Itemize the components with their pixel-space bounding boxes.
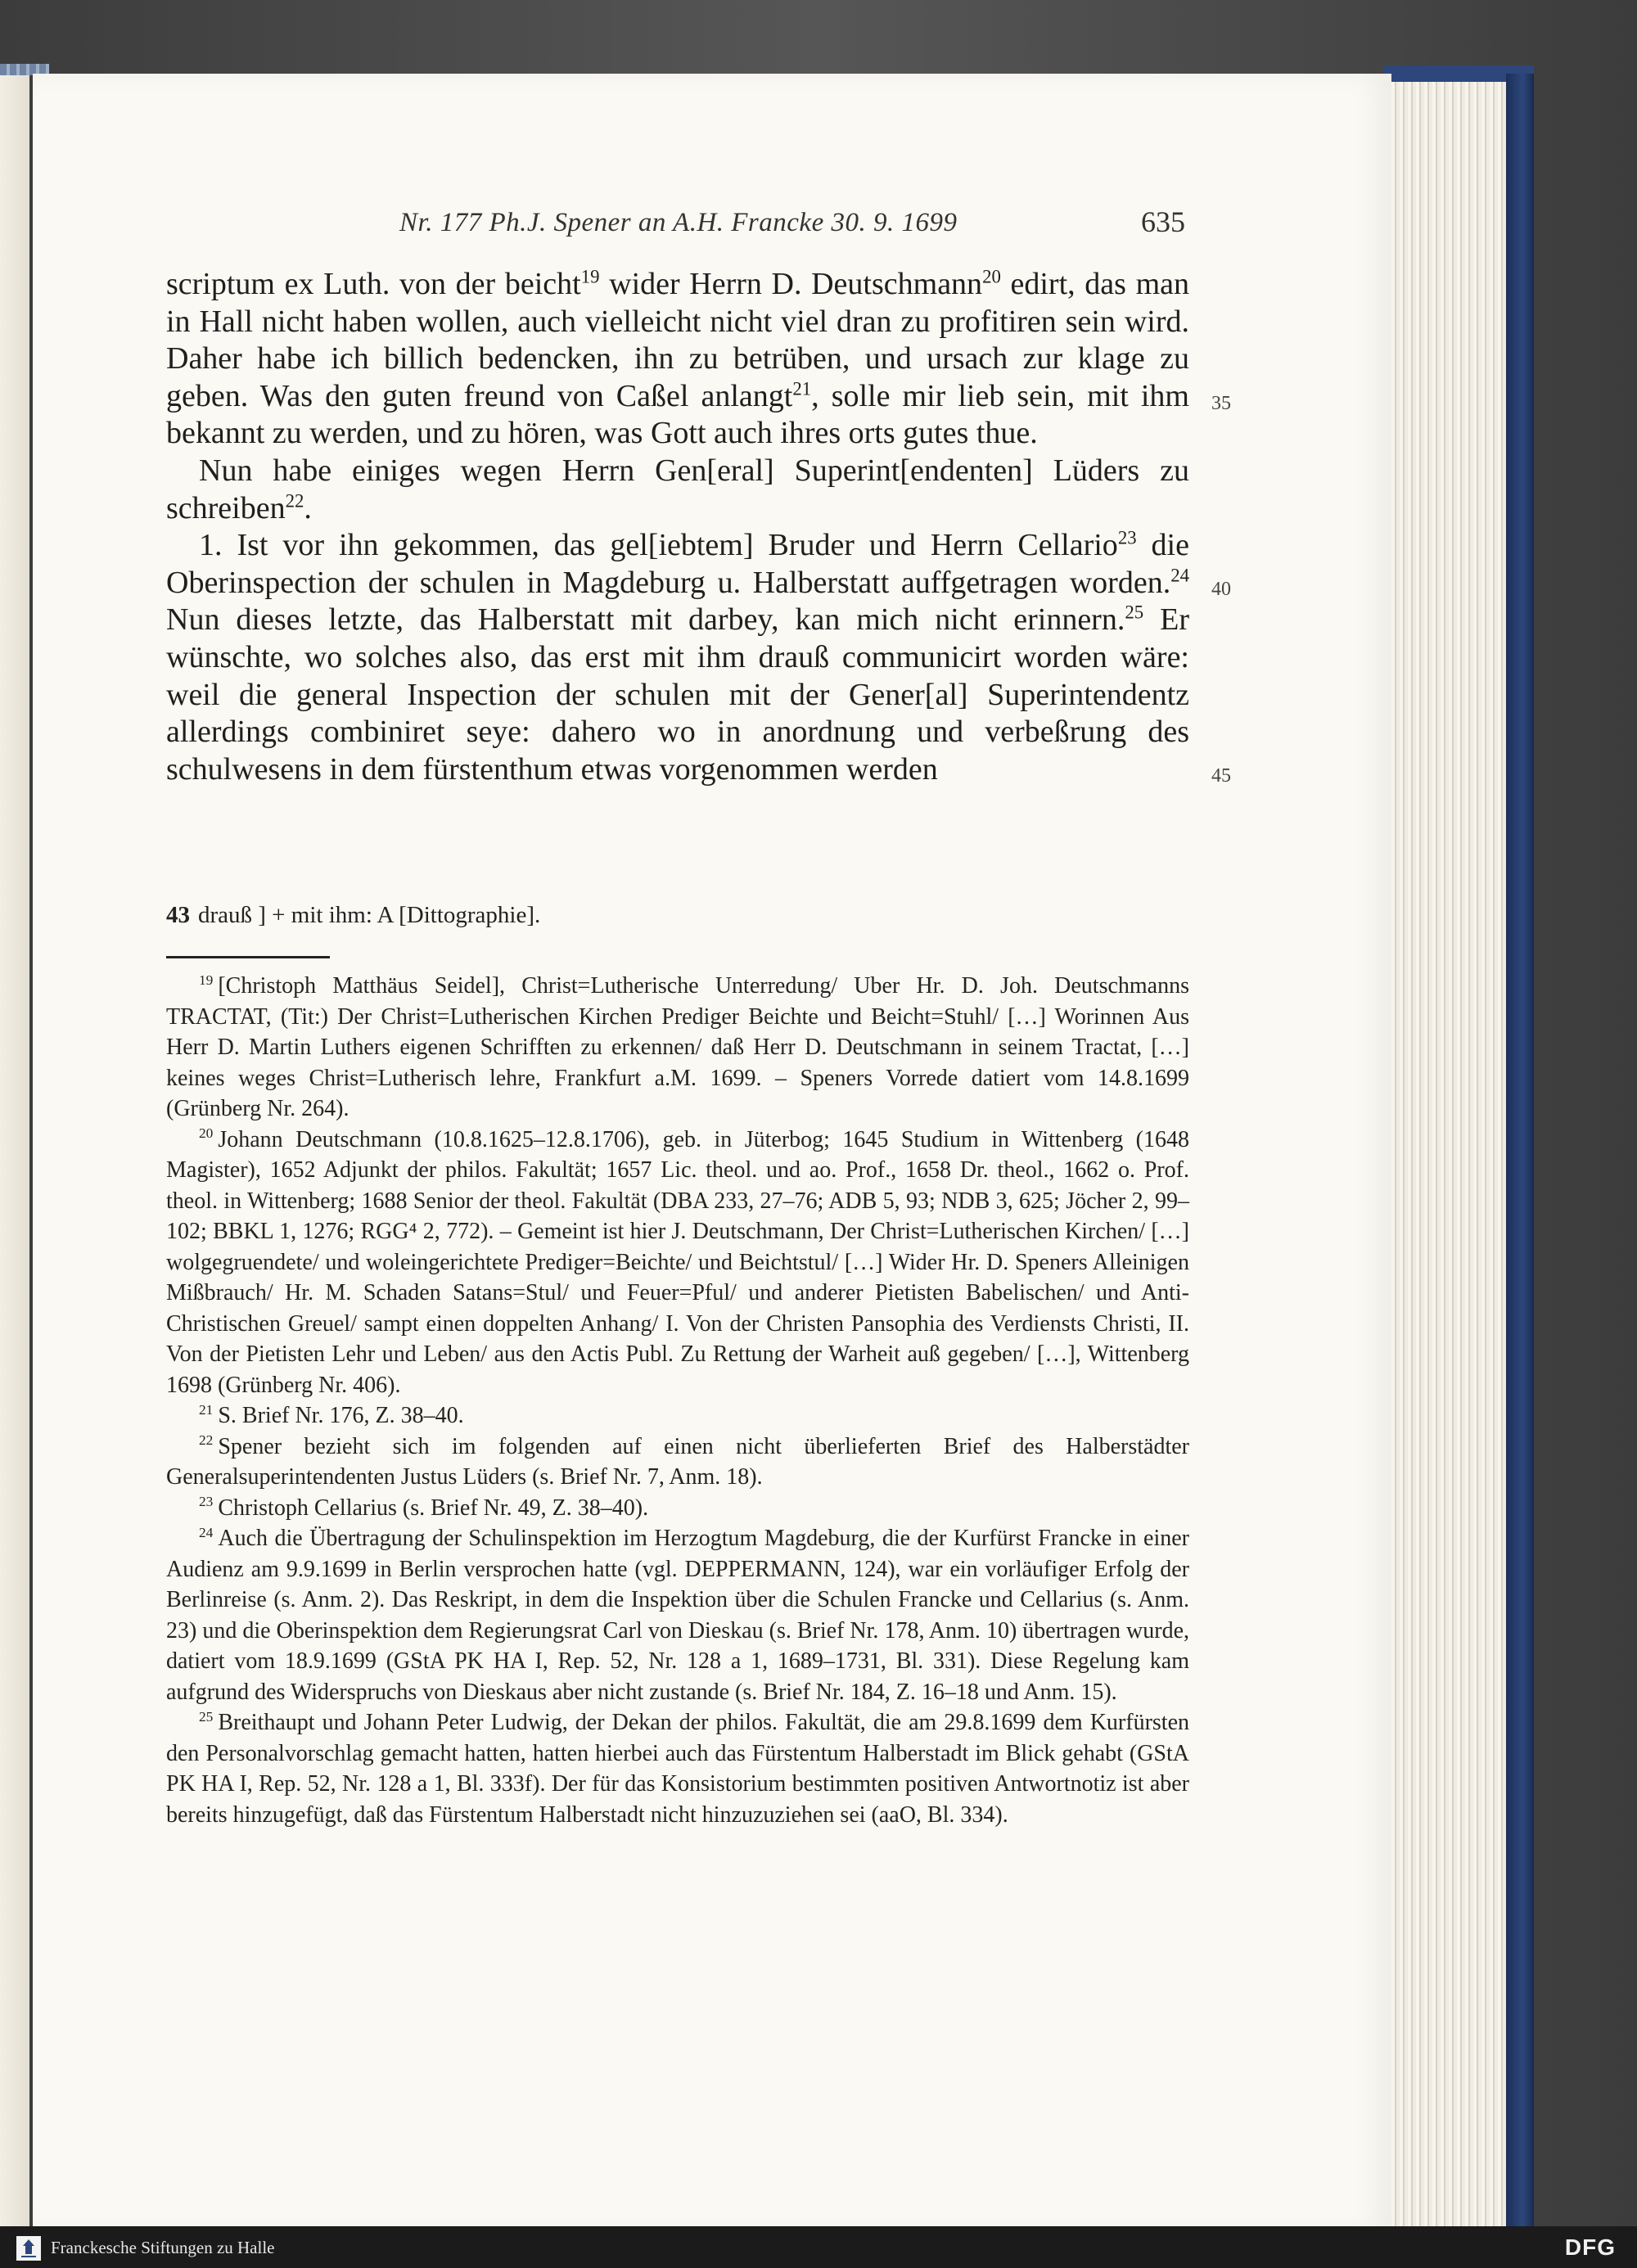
running-head <box>399 205 1185 246</box>
footnote-text: Johann Deutschmann (10.8.1625–12.8.1706), geb. in Jüterbog; 1645 Studium in Wittenberg (1648 Magister), 1652 Adjunkt der philos. Fakultät; 1657 Lic. theol. und ao. Prof., 1658 Dr. theol., 1662 o. Prof. theol. in Wittenberg; 1688 Senior der theol. Fakultät (DBA 233, 27–76; ADB 5, 93; NDB 3, 625; Jöcher 2, 99–102; BBKL 1, 1276; RGG⁴ 2, 772). – Gemeint ist hier J. Deutschmann, Der Christ=Lutherischen Kirchen/ […] wolgegruendete/ und woleingerichtete Prediger=Beichte/ und Beichtstul/ […] Wider Hr. D. Speners Alleinigen Mißbrauch/ Hr. M. Schaden Satans=Stul/ und Feuer=Pful/ und anderer Pietisten Babelischen/ und Anti-Christischen Greuel/ sampt einen doppelten Anhang/ I. Von der Christen Pansophia des Verdiensts Christi, II. Von der Pietisten Lehr und Leben/ aus den Actis Publ. Zu Rettung der Warheit auß gegeben/ […], Wittenberg 1698 (Grünberg Nr. 406). <box>166 1126 1189 1398</box>
footnote-text: Spener bezieht sich im folgenden auf einen nicht überlieferten Brief des Halberstädter Generalsuperintendenten Justus Lüders (s. Brief Nr. 7, Anm. 18). <box>166 1433 1189 1490</box>
footnote-text: Auch die Übertragung der Schulinspektion im Herzogtum Magdeburg, die der Kurfürst Francke in einer Audienz am 9.9.1699 in Berlin versprochen hatte (vgl. DEPPERMANN, 124), war ein vorläufiger Erfolg der Berlinreise (s. Anm. 2). Das Reskript, in dem die Inspektion über die Schulen Francke und Cellarius (s. Anm. 23) und die Oberinspektion dem Regierungsrat Carl von Dieskau (s. Brief Nr. 178, Anm. 10) übertragen wurde, datiert vom 18.9.1699 (GStA PK HA I, Rep. 52, Nr. 128 a 1, 1689–1731, Bl. 331). Diese Regelung kam aufgrund des Widerspruchs von Dieskaus aber nicht zustande (s. Brief Nr. 184, Z. 16–18 und Anm. 15). <box>166 1526 1189 1705</box>
footnote-text: [Christoph Matthäus Seidel], Christ=Lutherische Unterredung/ Uber Hr. D. Joh. Deutschmanns TRACTAT, (Tit:) Der Christ=Lutherischen Kirchen Prediger Beichte und Beicht=Stuhl/ […] Worinnen Aus Herr D. Martin Luthers eigenen Schrifften zu erkennen/ daß Herr D. Deutschmann in seinem Tractat, […] keines weges Christ=Lutherisch lehre, Frankfurt a.M. 1699. – Speners Vorrede datiert vom 14.8.1699 (Grünberg Nr. 264). <box>166 973 1189 1121</box>
body-paragraph <box>166 453 1189 527</box>
page-number: 635 <box>1141 205 1185 238</box>
left-page-edge <box>0 65 29 2234</box>
footnote-ref: 25 <box>1125 602 1144 623</box>
dfg-logo: DFG <box>1564 2234 1616 2260</box>
body-text-run: Er wünschte, wo solches also, das erst mit ihm drauß communicirt worden wäre: weil die general Inspection der schulen mit der Gener[al] Superintendentz allerdings combiniret seye: dahero wo in anordnung und verbeßrung des schulwesens in dem fürstenthum etwas vorgenommen werden <box>166 602 1189 787</box>
footnote-number: 22 <box>199 1432 214 1449</box>
footnote <box>166 1523 1189 1707</box>
body-paragraph <box>166 527 1189 788</box>
footnote <box>166 1707 1189 1830</box>
footnote <box>166 1432 1189 1493</box>
footnote-ref: 20 <box>982 266 1001 287</box>
body-text-run: . <box>304 490 312 525</box>
book-cover-edge <box>1506 74 1534 2234</box>
body-text-run: Nun habe einiges wegen Herrn Gen[eral] Superint[endenten] Lüders zu schreiben <box>166 453 1189 525</box>
body-text-run: , solle mir lieb sein, mit ihm bekannt zu werden, und zu hören, was Gott auch ihres orts gutes thue. <box>166 378 1189 451</box>
footnote-ref: 23 <box>1117 527 1137 548</box>
institution-name: Franckesche Stiftungen zu Halle <box>51 2238 275 2257</box>
line-number: 45 <box>1211 765 1231 787</box>
body-text-run: wider Herrn D. Deutschmann <box>599 267 983 301</box>
footnote-number: 25 <box>199 1708 214 1725</box>
franckesche-stiftungen-logo-icon <box>16 2236 41 2261</box>
footnote-ref: 24 <box>1170 565 1189 586</box>
line-number: 40 <box>1211 579 1231 600</box>
viewer-footer <box>0 2226 1637 2268</box>
footnote-text: S. Brief Nr. 176, Z. 38–40. <box>218 1403 464 1428</box>
footnote <box>166 1493 1189 1524</box>
critical-apparatus <box>166 902 1189 929</box>
page-stack-edge <box>1391 82 1507 2226</box>
footnote-text: Breithaupt und Johann Peter Ludwig, der Dekan der philos. Fakultät, die am 29.8.1699 dem Kurfürsten den Personalvorschlag gemacht hatten, hatten hierbei auch das Fürstentum Halberstadt im Blick gehabt (GStA PK HA I, Rep. 52, Nr. 128 a 1, Bl. 333f). Der für das Konsistorium bestimmten positiven Antwortnotiz ist aber bereits hinzugefügt, daß das Fürstentum Halberstadt nicht hinzuzuziehen sei (aaO, Bl. 334). <box>166 1710 1189 1828</box>
footnote-number: 19 <box>199 972 214 988</box>
body-text-run: 1. Ist vor ihn gekommen, das gel[iebtem] Bruder und Herrn Cellario <box>199 528 1118 563</box>
apparatus-line-ref: 43 <box>166 902 190 928</box>
footnote-number: 24 <box>199 1524 214 1540</box>
footnote <box>166 1125 1189 1401</box>
body-paragraph <box>166 266 1189 453</box>
footnote-number: 20 <box>199 1125 214 1142</box>
footnote-separator <box>166 956 330 958</box>
body-text-run: Nun dieses letzte, das Halberstatt mit darbey, kan mich nicht erinnern. <box>166 602 1125 638</box>
line-number: 35 <box>1211 393 1231 414</box>
footnote-text: Christoph Cellarius (s. Brief Nr. 49, Z. 38–40). <box>218 1495 649 1521</box>
body-text-run: scriptum ex Luth. von der beicht <box>166 267 581 301</box>
body-text-run: die Oberinspection der schulen in Magdeburg u. Halberstatt auffgetragen worden. <box>166 528 1189 600</box>
running-head-title: Nr. 177 Ph.J. Spener an A.H. Francke 30. 9. 1699 <box>399 208 958 237</box>
footnote <box>166 971 1189 1125</box>
footnote-ref: 19 <box>580 266 600 287</box>
footnote-number: 21 <box>199 1401 214 1418</box>
footnote <box>166 1400 1189 1432</box>
footnotes <box>166 971 1189 1830</box>
footnote-ref: 22 <box>285 489 304 511</box>
apparatus-note: drauß ] + mit ihm: A [Dittographie]. <box>198 902 541 928</box>
footnote-number: 23 <box>199 1494 214 1510</box>
letter-body <box>166 266 1189 788</box>
body-text-run: edirt, das man in Hall nicht haben wollen, auch vielleicht nicht viel dran zu profitiren sein wird. Daher habe ich billich bedencken, ihn zu betrüben, und ursach zur klage zu geben. Was den guten freund von Caßel anlangt <box>166 267 1189 413</box>
footnote-ref: 21 <box>792 378 812 399</box>
